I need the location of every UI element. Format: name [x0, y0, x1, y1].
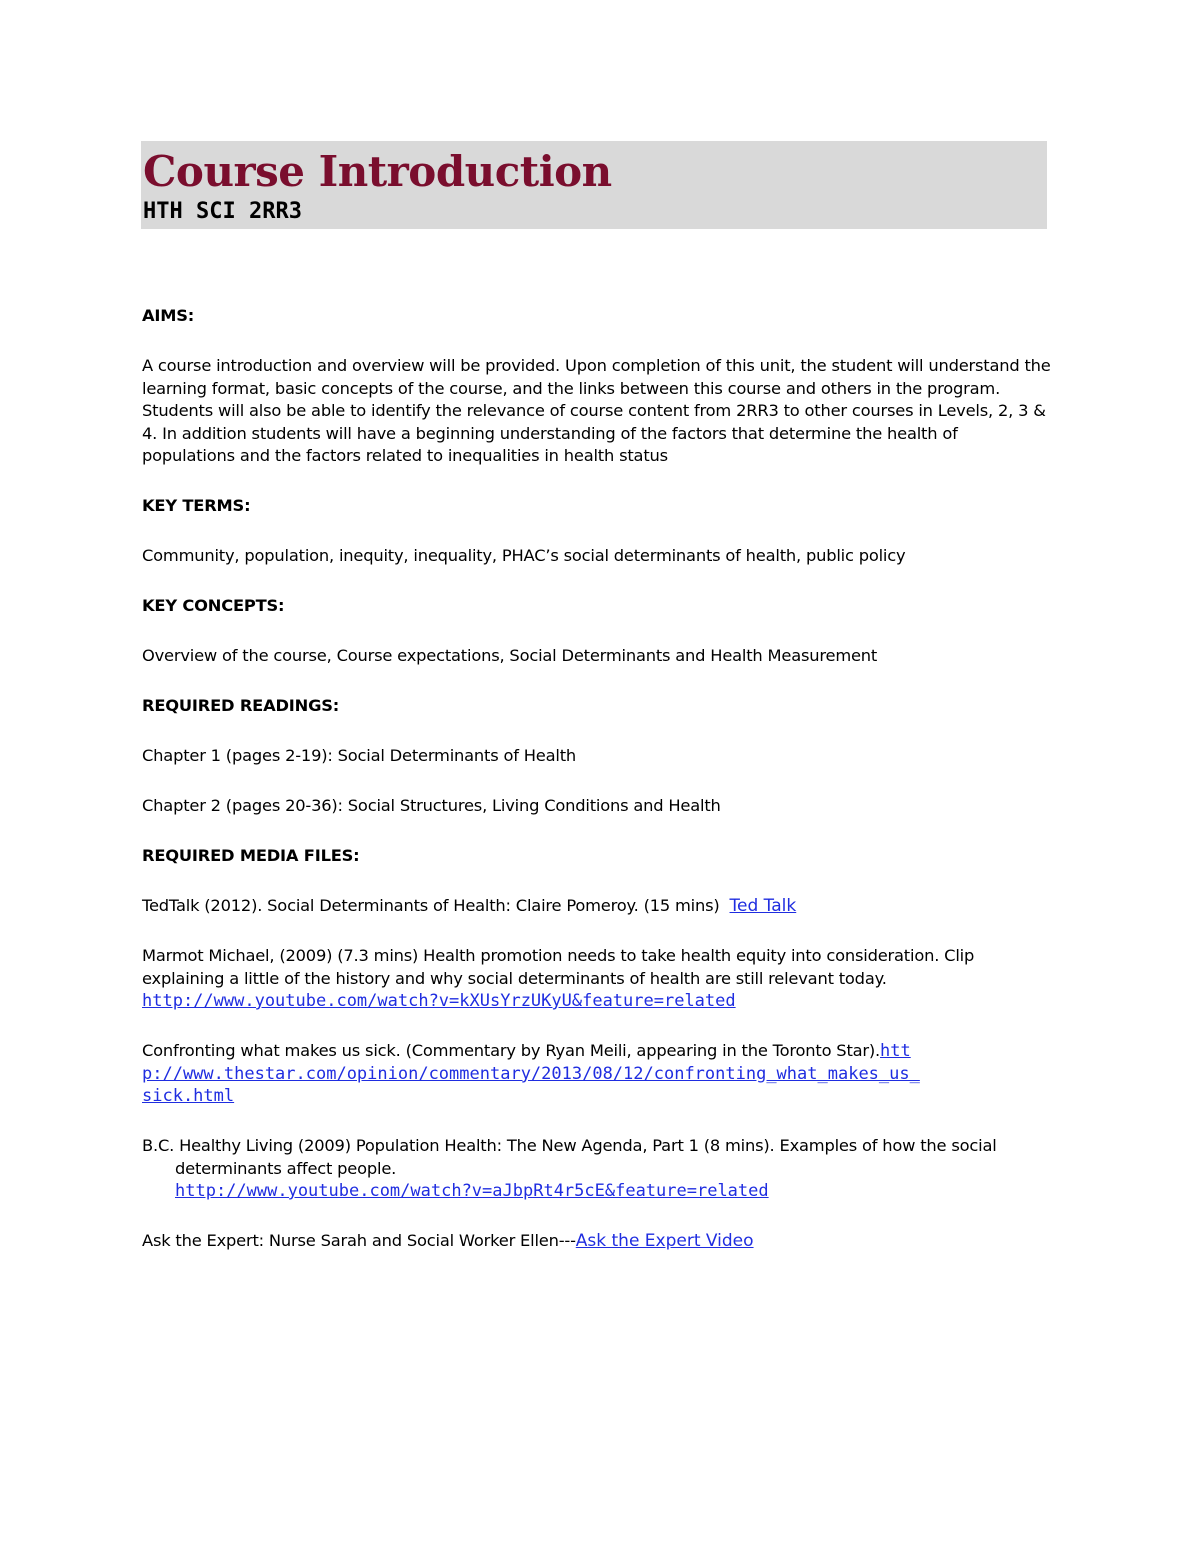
media-item-text: Marmot Michael, (2009) (7.3 mins) Health promotion needs to take health equity into consideration. Clip explaining a little of the history and why social determinants of health are still relevant today.: [142, 946, 975, 988]
readings-heading: REQUIRED READINGS:: [142, 696, 340, 715]
media-heading: REQUIRED MEDIA FILES:: [142, 846, 360, 865]
media-item-text: Confronting what makes us sick. (Commentary by Ryan Meili, appearing in the Toronto Star).: [142, 1041, 881, 1060]
toronto-star-link[interactable]: http://www.thestar.com/opinion/commentary/2013/08/12/confronting_what_makes_us_sick.html: [142, 1041, 920, 1106]
reading-item: Chapter 1 (pages 2-19): Social Determinants of Health: [142, 746, 577, 765]
document-body: [142, 305, 1057, 1253]
page-title: Course Introduction: [143, 147, 612, 196]
media-item: [142, 1135, 1035, 1203]
ask-expert-link[interactable]: Ask the Expert Video: [575, 1231, 754, 1251]
media-item: [142, 895, 1057, 918]
title-banner: [141, 141, 1047, 229]
media-item-text: Ask the Expert: Nurse Sarah and Social Worker Ellen---: [142, 1231, 576, 1250]
aims-text: A course introduction and overview will be provided. Upon completion of this unit, the student will understand the learning format, basic concepts of the course, and the links between this course and others in the program. Students will also be able to identify the relevance of course content from 2RR3 to other courses in Levels, 2, 3 & 4. In addition students will have a beginning understanding of the factors that determine the health of populations and the factors related to inequalities in health status: [142, 356, 1051, 465]
media-item-text: B.C. Healthy Living (2009) Population Health: The New Agenda, Part 1 (8 mins). Examples of how the social determinants affect people.: [142, 1136, 997, 1178]
key-terms-heading: KEY TERMS:: [142, 496, 251, 515]
bc-healthy-living-link[interactable]: http://www.youtube.com/watch?v=aJbpRt4r5cE&feature=related: [175, 1181, 769, 1201]
media-item: [142, 1230, 1057, 1253]
ted-talk-link[interactable]: Ted Talk: [729, 896, 797, 916]
media-item: [142, 1040, 922, 1108]
marmot-video-link[interactable]: http://www.youtube.com/watch?v=kXUsYrzUKyU&feature=related: [142, 991, 736, 1011]
aims-heading: AIMS:: [142, 306, 195, 325]
reading-item: Chapter 2 (pages 20-36): Social Structures, Living Conditions and Health: [142, 796, 721, 815]
course-code: HTH SCI 2RR3: [143, 199, 302, 224]
key-concepts-text: Overview of the course, Course expectations, Social Determinants and Health Measurement: [142, 646, 878, 665]
media-item: [142, 945, 1052, 1013]
key-terms-text: Community, population, inequity, inequality, PHAC’s social determinants of health, public policy: [142, 546, 906, 565]
key-concepts-heading: KEY CONCEPTS:: [142, 596, 285, 615]
media-item-text: TedTalk (2012). Social Determinants of Health: Claire Pomeroy. (15 mins): [142, 896, 720, 915]
